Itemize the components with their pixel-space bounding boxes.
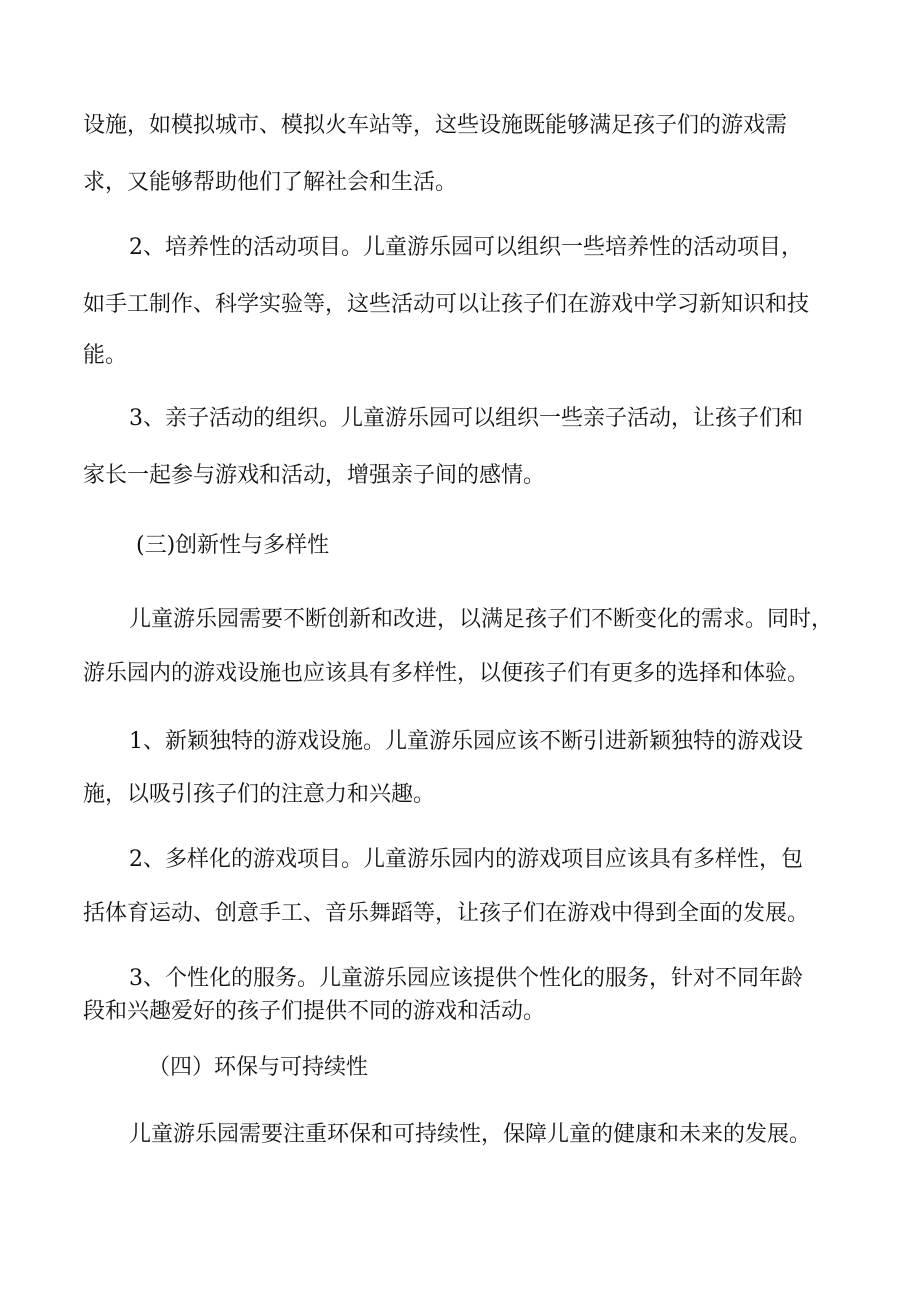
text-line: 2、培养性的活动项目。儿童游乐园可以组织一些培养性的活动项目， bbox=[129, 235, 803, 260]
text-line: 括体育运动、创意手工、音乐舞蹈等，让孩子们在游戏中得到全面的发展。 bbox=[83, 901, 810, 926]
text-line: 求，又能够帮助他们了解社会和生活。 bbox=[83, 170, 458, 195]
text-line: 3、亲子活动的组织。儿童游乐园可以组织一些亲子活动，让孩子们和 bbox=[129, 406, 803, 431]
text-line: 能。 bbox=[83, 343, 128, 368]
section-heading-3: (三)创新性与多样性 bbox=[136, 533, 330, 558]
text-line: 设施，如模拟城市、模拟火车站等，这些设施既能够满足孩子们的游戏需 bbox=[83, 113, 788, 138]
text-line: 2、多样化的游戏项目。儿童游乐园内的游戏项目应该具有多样性，包 bbox=[129, 847, 803, 872]
text-line: 家长一起参与游戏和活动，增强亲子间的感情。 bbox=[83, 463, 546, 488]
text-line: 儿童游乐园需要注重环保和可持续性，保障儿童的健康和未来的发展。 bbox=[129, 1122, 812, 1147]
text-line: 段和兴趣爱好的孩子们提供不同的游戏和活动。 bbox=[83, 999, 546, 1024]
text-line: 如手工制作、科学实验等，这些活动可以让孩子们在游戏中学习新知识和技 bbox=[83, 292, 810, 317]
text-line: 游乐园内的游戏设施也应该具有多样性，以便孩子们有更多的选择和体验。 bbox=[83, 661, 810, 686]
text-line: 儿童游乐园需要不断创新和改进，以满足孩子们不断变化的需求。同时， bbox=[129, 607, 834, 632]
section-heading-4: （四）环保与可持续性 bbox=[148, 1055, 369, 1080]
text-line: 3、个性化的服务。儿童游乐园应该提供个性化的服务，针对不同年龄 bbox=[129, 966, 803, 991]
text-line: 施，以吸引孩子们的注意力和兴趣。 bbox=[83, 782, 436, 807]
text-line: 1、新颖独特的游戏设施。儿童游乐园应该不断引进新颖独特的游戏设 bbox=[129, 729, 803, 754]
